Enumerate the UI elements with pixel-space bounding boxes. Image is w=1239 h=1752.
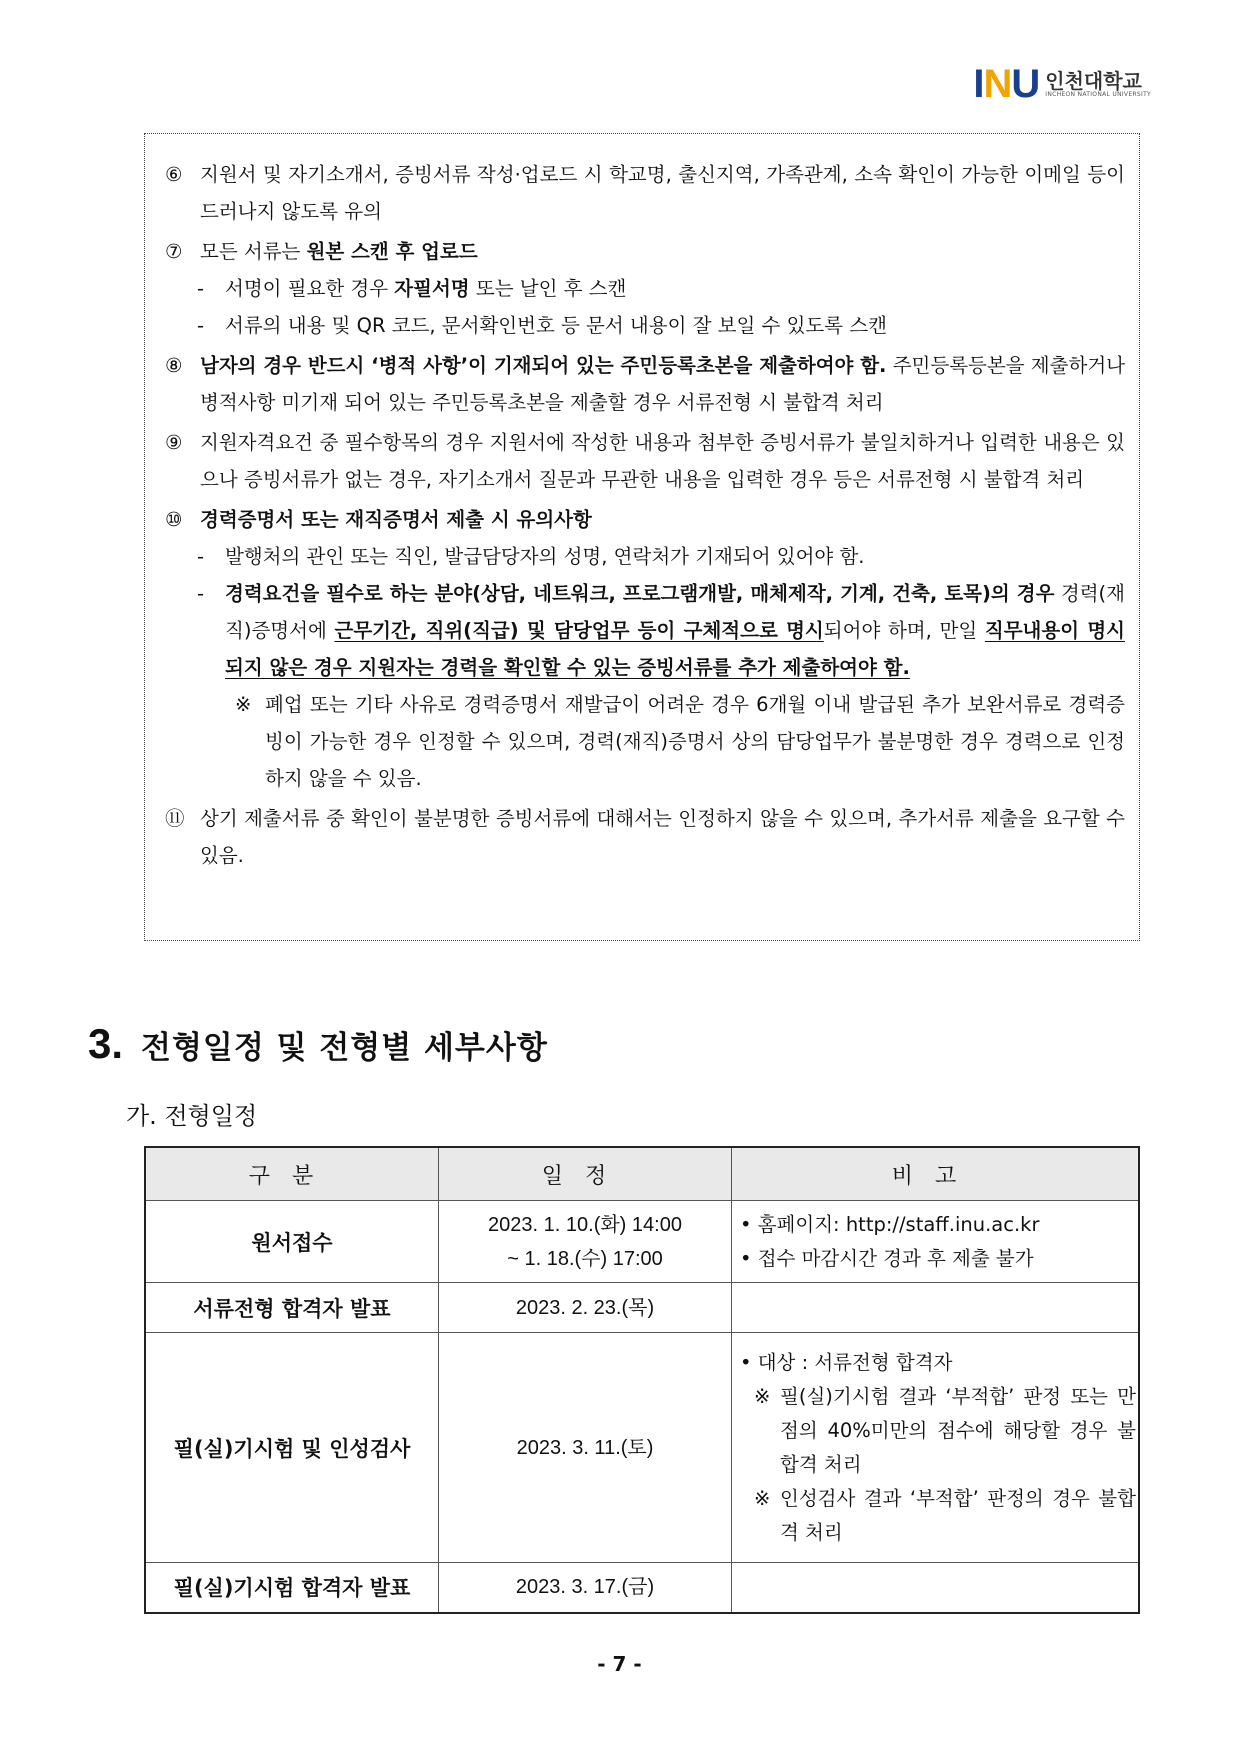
notice-item-7-sub-1: - 서명이 필요한 경우 자필서명 또는 날인 후 스캔 bbox=[197, 277, 627, 300]
table-row: 필(실)기시험 합격자 발표 2023. 3. 17.(금) bbox=[145, 1563, 1139, 1613]
notice-item-11: ⑪ 상기 제출서류 중 확인이 불분명한 증빙서류에 대해서는 인정하지 않을 수 있으며, 추가서류 제출을 요구할 수 있음. bbox=[165, 807, 1125, 867]
notice-item-8: ⑧ 남자의 경우 반드시 ‘병적 사항’이 기재되어 있는 주민등록초본을 제출하여야 함. 주민등록등본을 제출하거나 병적사항 미기재 되어 있는 주민등록초본을 제출할 경우 서류전형 시 불합격 처리 bbox=[165, 354, 1125, 414]
section-heading bbox=[88, 1020, 548, 1068]
table-row: 필(실)기시험 및 인성검사 2023. 3. 11.(토) • 대상 : 서류전형 합격자 ※ 필(실)기시험 결과 ‘부적합’ 판정 또는 만점의 40%미만의 점수에 해당할 경우 불합격 처리 ※ 인성검사 결과 ‘부적합’ 판정의 경우 불합격 처리 bbox=[145, 1333, 1139, 1563]
logo-name-korean: 인천대학교 bbox=[1045, 69, 1142, 93]
header-category: 구분 bbox=[145, 1147, 439, 1201]
page-number: - 7 - bbox=[597, 1652, 642, 1676]
notice-item-7: ⑦ 모든 서류는 원본 스캔 후 업로드 bbox=[165, 240, 478, 263]
notice-item-6: ⑥ 지원서 및 자기소개서, 증빙서류 작성·업로드 시 학교명, 출신지역, 가족관계, 소속 확인이 가능한 이메일 등이 드러나지 않도록 유의 bbox=[165, 163, 1125, 223]
table-header-row bbox=[145, 1147, 1139, 1201]
notice-item-10: ⑩ 경력증명서 또는 재직증명서 제출 시 유의사항 bbox=[165, 508, 592, 531]
header-note: 비고 bbox=[732, 1147, 1140, 1201]
schedule-table bbox=[144, 1146, 1140, 1614]
logo-mark: INU bbox=[973, 62, 1040, 106]
notice-box bbox=[144, 133, 1140, 941]
subsection-title: 가. 전형일정 bbox=[126, 1102, 258, 1130]
notice-item-10-sub-1: - 발행처의 관인 또는 직인, 발급담당자의 성명, 연락처가 기재되어 있어야 함. bbox=[197, 545, 865, 568]
header-date: 일정 bbox=[439, 1147, 732, 1201]
notice-item-10-note: ※ 폐업 또는 기타 사유로 경력증명서 재발급이 어려운 경우 6개월 이내 발급된 추가 보완서류로 경력증빙이 가능한 경우 인정할 수 있으며, 경력(재직)증명서 상의 담당업무가 불분명한 경우 경력으로 인정하지 않을 수 있음. bbox=[235, 693, 1125, 790]
section-number: 3. bbox=[88, 1020, 124, 1067]
notice-item-9: ⑨ 지원자격요건 중 필수항목의 경우 지원서에 작성한 내용과 첨부한 증빙서류가 불일치하거나 입력한 내용은 있으나 증빙서류가 없는 경우, 자기소개서 질문과 무관한 내용을 입력한 경우 등은 서류전형 시 불합격 처리 bbox=[165, 431, 1125, 491]
notice-item-10-sub-2: - 경력요건을 필수로 하는 분야(상담, 네트워크, 프로그램개발, 매체제작, 기계, 건축, 토목)의 경우 경력(재직)증명서에 근무기간, 직위(직급) 및 담당업무 등이 구체적으로 명시되어야 하며, 만일 직무내용이 명시되지 않은 경우 지원자는 경력을 확인할 수 있는 증빙서류를 추가 제출하여야 함. bbox=[197, 582, 1126, 679]
table-row: 원서접수 2023. 1. 10.(화) 14:00 ~ 1. 18.(수) 17:00 • 홈페이지: http://staff.inu.ac.kr • 접수 마감시간 경과 후 제출 불가 bbox=[145, 1201, 1139, 1283]
section-title: 전형일정 및 전형별 세부사항 bbox=[141, 1030, 548, 1066]
logo-name-english: INCHEON NATIONAL UNIVERSITY bbox=[1045, 91, 1151, 98]
notice-item-7-sub-2: - 서류의 내용 및 QR 코드, 문서확인번호 등 문서 내용이 잘 보일 수 있도록 스캔 bbox=[197, 314, 887, 337]
university-logo bbox=[973, 62, 1151, 107]
table-row: 서류전형 합격자 발표 2023. 2. 23.(목) bbox=[145, 1283, 1139, 1333]
